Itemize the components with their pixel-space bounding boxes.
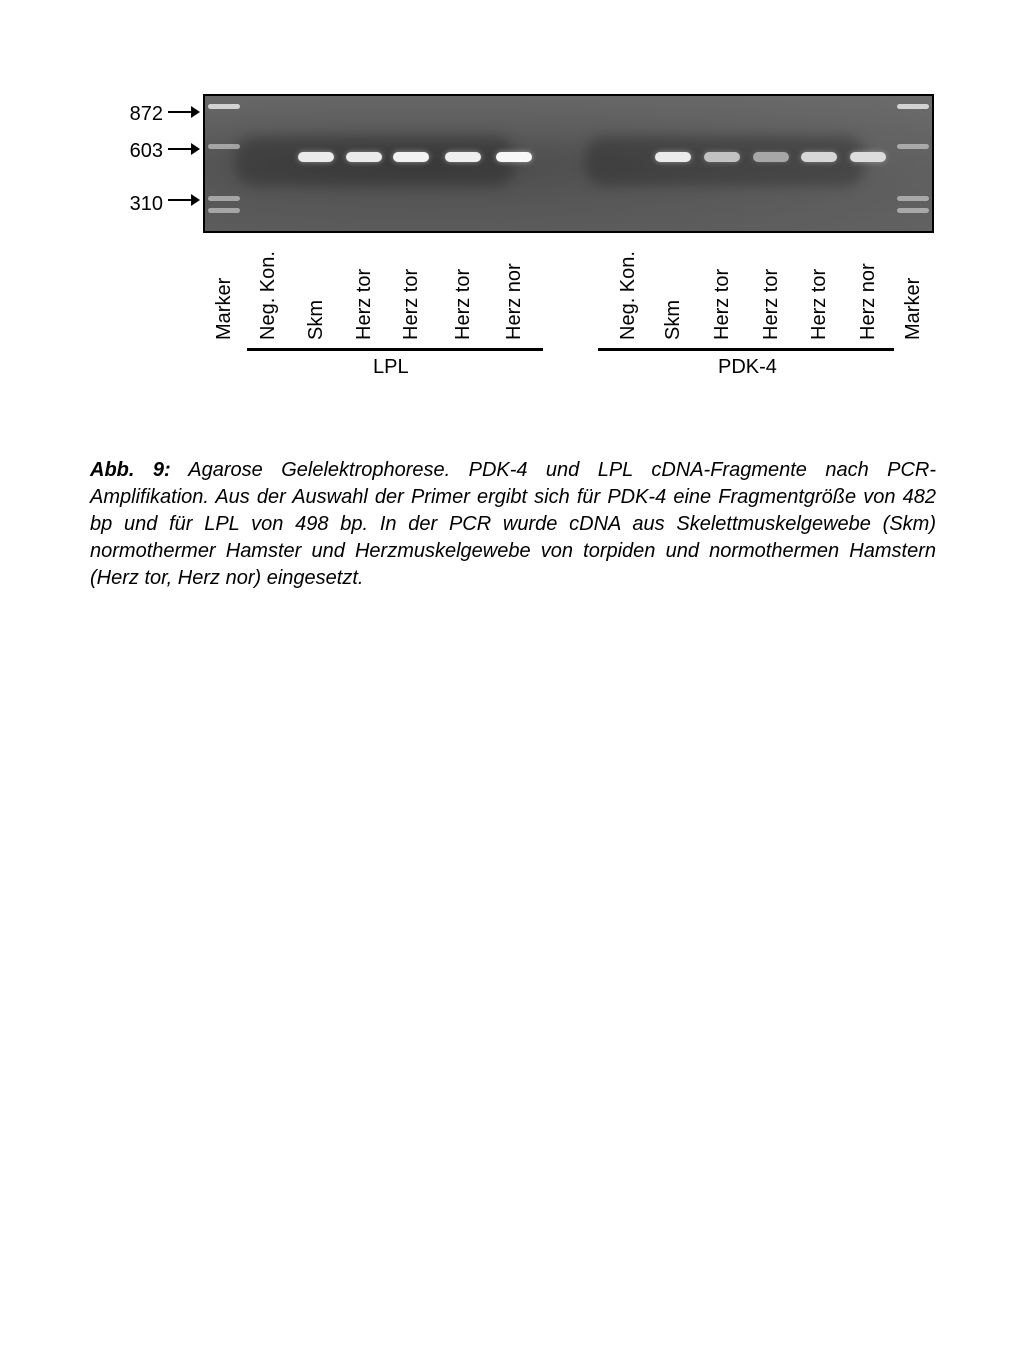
group-bar-lpl [247, 348, 543, 351]
lane-label-1: Marker [213, 277, 235, 340]
pcr-band [850, 152, 886, 162]
group-bar-pdk4 [598, 348, 894, 351]
pcr-band [346, 152, 382, 162]
pcr-band [496, 152, 532, 162]
pcr-band [801, 152, 837, 162]
lane-label-10: Herz tor [711, 268, 733, 340]
pcr-band [298, 152, 334, 162]
lane-label-12: Herz tor [808, 268, 830, 340]
lane-label-3: Skm [305, 300, 327, 340]
group-label-lpl: LPL [373, 356, 409, 378]
ladder-band [897, 144, 929, 149]
lane-label-9: Skm [662, 300, 684, 340]
lane-label-5: Herz tor [400, 268, 422, 340]
ladder-band [897, 208, 929, 213]
pcr-band [753, 152, 789, 162]
lane-label-7: Herz nor [503, 263, 525, 340]
gel-figure [0, 0, 1024, 400]
gel-image [203, 94, 934, 233]
ladder-band [208, 196, 240, 201]
lane-label-6: Herz tor [452, 268, 474, 340]
size-marker-872-label: 872 [129, 103, 163, 125]
lane-label-4: Herz tor [353, 268, 375, 340]
lane-label-11: Herz tor [760, 268, 782, 340]
lane-label-13: Herz nor [857, 263, 879, 340]
pcr-band [655, 152, 691, 162]
size-marker-603-label: 603 [129, 140, 163, 162]
size-marker-603-arrow [168, 148, 198, 150]
ladder-band [208, 144, 240, 149]
lane-label-2: Neg. Kon. [257, 251, 279, 340]
size-marker-872-arrow [168, 111, 198, 113]
caption-lead: Abb. 9: [90, 459, 171, 481]
ladder-band [208, 208, 240, 213]
ladder-band [897, 196, 929, 201]
size-marker-310-label: 310 [129, 193, 163, 215]
pcr-band [445, 152, 481, 162]
ladder-band [897, 104, 929, 109]
lane-label-8: Neg. Kon. [617, 251, 639, 340]
figure-caption [90, 457, 936, 592]
group-label-pdk4: PDK-4 [718, 356, 777, 378]
lane-label-14: Marker [902, 277, 924, 340]
pcr-band [393, 152, 429, 162]
size-marker-310-arrow [168, 199, 198, 201]
pcr-band [704, 152, 740, 162]
ladder-band [208, 104, 240, 109]
caption-text: Agarose Gelelektrophorese. PDK-4 und LPL cDNA-Fragmente nach PCR-Amplifikation. Aus der Auswahl der Primer ergibt sich für PDK-4 eine Fragmentgröße von 482 bp und für LPL von 498 bp. In der PCR wurde cDNA aus Skelettmuskelgewebe (Skm) normothermer Hamster und Herzmuskelgewebe von torpiden und normothermen Hamstern (Herz tor, Herz nor) eingesetzt. [90, 459, 936, 589]
